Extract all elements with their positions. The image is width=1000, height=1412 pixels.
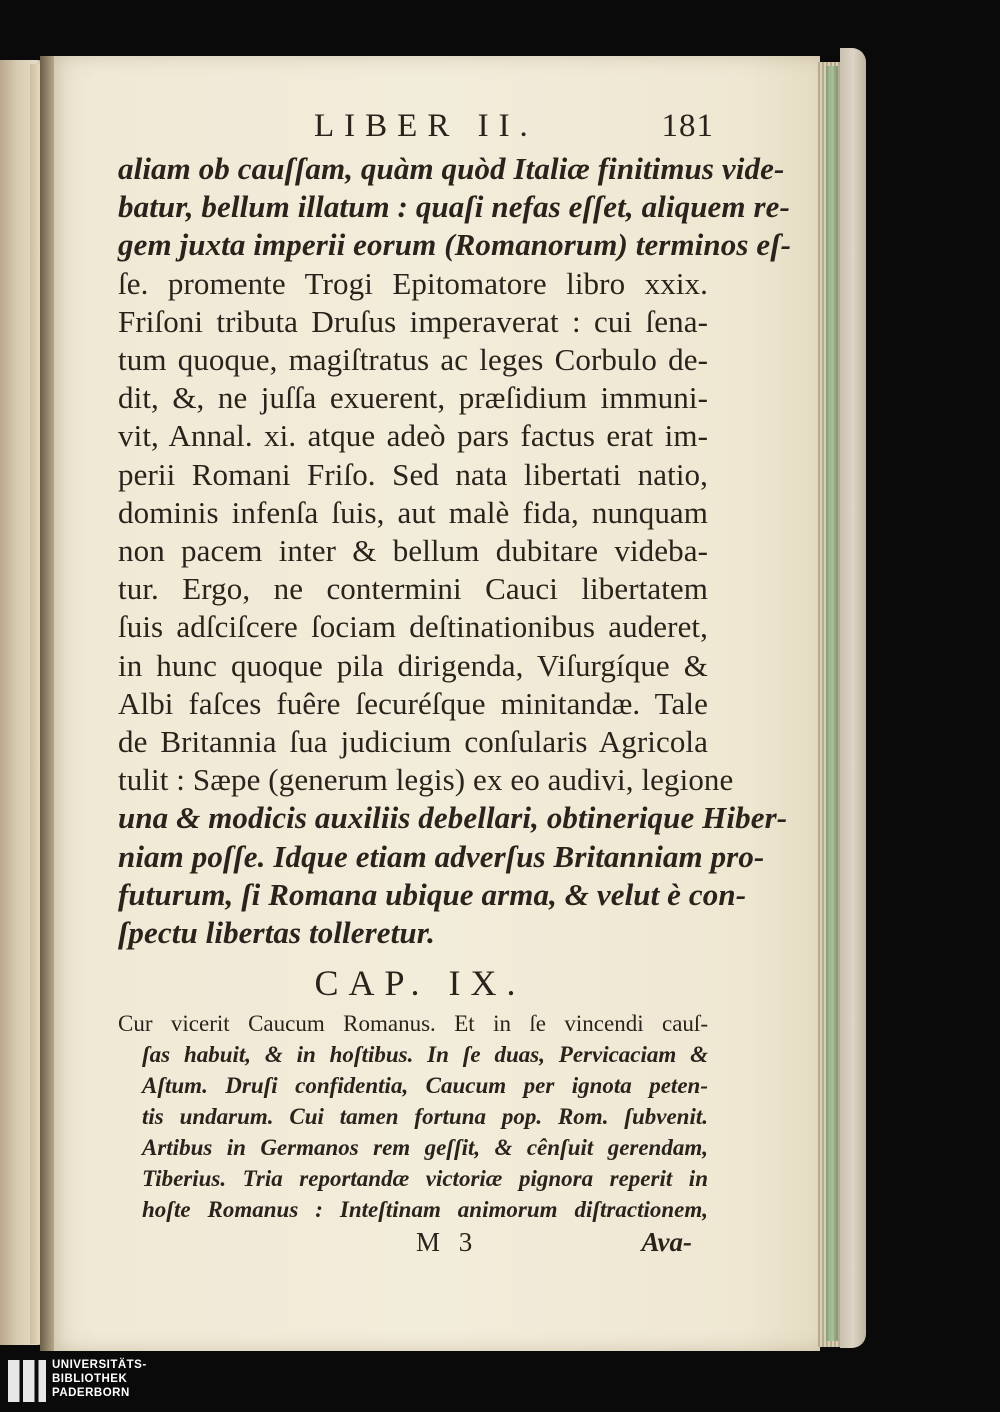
body-text: [118, 150, 792, 952]
body-line: de Britannia ſua judicium conſularis Agricola: [118, 724, 708, 760]
body-line: vit, Annal. xi. atque adeò pars factus erat im-: [118, 418, 708, 454]
running-head: [118, 108, 714, 150]
body-line: tur. Ergo, ne contermini Cauci libertatem: [118, 571, 708, 607]
body-line: una & modicis auxiliis debellari, obtinerique Hiber-: [118, 800, 788, 836]
body-line: ſe. promente Trogi Epitomatore libro xxix.: [118, 265, 708, 301]
summary-line: ſas habuit, & in hoſtibus. In ſe duas, Pervicaciam &: [142, 1042, 708, 1068]
body-line: in hunc quoque pila dirigenda, Viſurgíque &: [118, 647, 708, 683]
body-line: batur, bellum illatum : quaſi nefas eſſet, aliquem re-: [118, 189, 790, 225]
body-line: futurum, ſi Romana ubique arma, & velut è con-: [118, 876, 747, 912]
body-line: gem juxta imperii eorum (Romanorum) terminos eſ-: [118, 227, 792, 263]
library-logo: [8, 1358, 168, 1408]
body-line: tulit : Sæpe (generum legis) ex eo audivi, legione: [118, 762, 734, 798]
body-line: perii Romani Friſo. Sed nata libertati natio,: [118, 456, 708, 492]
library-logo-text: UNIVERSITÄTS- BIBLIOTHEK PADERBORN: [52, 1359, 147, 1399]
signature-mark: M 3: [416, 1227, 479, 1258]
summary-line: hoſte Romanus : Inteſtinam animorum diſtractionem,: [142, 1197, 708, 1223]
summary-line: tis undarum. Cui tamen fortuna pop. Rom. ſubvenit.: [142, 1104, 708, 1130]
catchword: Ava-: [641, 1227, 692, 1258]
body-line: Friſoni tributa Druſus imperaverat : cui ſena-: [118, 303, 708, 339]
page-text: [118, 108, 792, 1267]
library-logo-icon: [8, 1360, 46, 1402]
body-line: ſuis adſciſcere ſociam deſtinationibus auderet,: [118, 609, 708, 645]
summary-line: Artibus in Germanos rem geſſit, & cênſuit gerendam,: [142, 1135, 708, 1161]
summary-line: Aſtum. Druſi confidentia, Caucum per ignota peten-: [142, 1073, 708, 1099]
page-number: 181: [661, 108, 714, 144]
body-line: non pacem inter & bellum dubitare videba-: [118, 533, 708, 569]
body-line: dit, &, ne juſſa exuerent, præſidium immuni-: [118, 380, 708, 416]
summary-line: Cur vicerit Caucum Romanus. Et in ſe vincendi cauſ-: [118, 1011, 708, 1037]
chapter-heading: CAP. IX.: [314, 963, 526, 1004]
summary-line: Tiberius. Tria reportandæ victoriæ pignora reperit in: [142, 1166, 708, 1192]
gutter-shadow: [40, 56, 54, 1351]
running-head-title: LIBER II.: [314, 108, 538, 144]
page-footer: [118, 1227, 708, 1267]
body-line: aliam ob cauſſam, quàm quòd Italiæ finitimus vide-: [118, 151, 785, 186]
body-line: tum quoque, magiſtratus ac leges Corbulo de-: [118, 342, 708, 378]
body-line: Albi faſces fuêre ſecuréſque minitandæ. Tale: [118, 685, 708, 721]
chapter-summary: [118, 1008, 708, 1225]
body-line: dominis infenſa ſuis, aut malè fida, nunquam: [118, 494, 708, 530]
body-line: niam poſſe. Idque etiam adverſus Britanniam pro-: [118, 838, 765, 874]
right-cover-board: [840, 48, 866, 1348]
body-line: ſpectu libertas tolleretur.: [118, 915, 435, 951]
green-page-edge: [826, 66, 838, 1341]
